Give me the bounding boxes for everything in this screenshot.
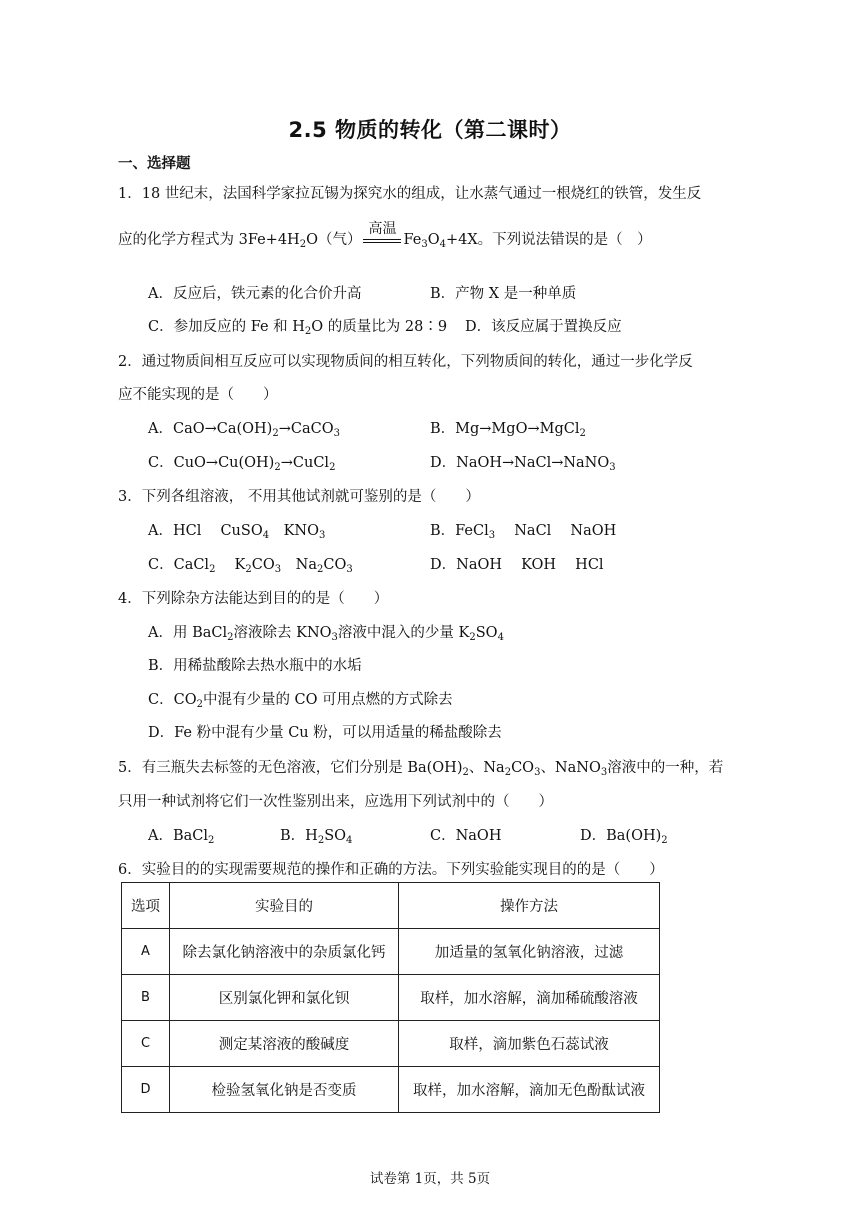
row-option: C (122, 1021, 170, 1067)
table-row (122, 1021, 660, 1067)
experiment-table (121, 882, 660, 1113)
question-2-line-2: 应不能实现的是（ ） (118, 387, 278, 403)
row-purpose: 测定某溶液的酸碱度 (170, 1021, 399, 1067)
q1-option-a: A．反应后，铁元素的化合价升高 (148, 286, 362, 302)
q2-option-b: B．Mg→MgO→MgCl$_2$ (430, 421, 586, 439)
question-5-line-1: 5．有三瓶失去标签的无色溶液，它们分别是 $Ba(OH)_2$、$Na_2CO_3$、NaNO$_3$溶液中的一种，若 (118, 760, 724, 778)
row-method: 取样，滴加紫色石蕊试液 (399, 1021, 660, 1067)
section-heading: 一、选择题 (118, 156, 191, 172)
q4-option-c: C．$CO_2$中混有少量的 CO 可用点燃的方式除去 (148, 692, 453, 710)
question-2-line-1: 2．通过物质间相互反应可以实现物质间的相互转化，下列物质间的转化，通过一步化学反 (118, 354, 693, 370)
row-purpose: 除去氯化钠溶液中的杂质氯化钙 (170, 929, 399, 975)
q4-option-a: A．用 BaCl$_2$溶液除去 $KNO_3$溶液中混入的少量 $K_2SO_4$ (148, 625, 504, 643)
header-purpose: 实验目的 (170, 883, 399, 929)
question-6-line-1: 6．实验目的的实现需要规范的操作和正确的方法。下列实验能实现目的的是（ ） (118, 862, 664, 878)
question-5-line-2: 只用一种试剂将它们一次性鉴别出来，应选用下列试剂中的（ ） (118, 794, 553, 810)
q4-option-d: D．Fe 粉中混有少量 Cu 粉，可以用适量的稀盐酸除去 (148, 725, 502, 741)
question-4-line-1: 4．下列除杂方法能达到目的的是（ ） (118, 591, 389, 607)
table-row (122, 975, 660, 1021)
row-method: 加适量的氢氧化钠溶液，过滤 (399, 929, 660, 975)
q5-option-a: A．BaCl$_2$ (148, 828, 215, 846)
row-purpose: 检验氢氧化钠是否变质 (170, 1067, 399, 1113)
header-method: 操作方法 (399, 883, 660, 929)
row-method: 取样，加水溶解，滴加稀硫酸溶液 (399, 975, 660, 1021)
q3-option-b: B．FeCl$_3$ NaCl NaOH (430, 523, 617, 541)
reaction-condition: 高温 (363, 239, 401, 249)
q5-option-b: B．$H_2SO_4$ (280, 828, 353, 846)
question-1-line-2: 应的化学方程式为 $3Fe+4H_2O$（气） 高温 $Fe_3O_4+4X$。下列说法错误的是（ ） (118, 221, 652, 250)
q2-option-c: C．$CuO\to Cu(OH)_2\to CuCl_2$ (148, 455, 336, 473)
q2-option-a: A．$CaO\to Ca(OH)_2\to CaCO_3$ (148, 421, 340, 439)
q5-option-d: D．$Ba(OH)_2$ (580, 828, 668, 846)
q3-option-d: D．NaOH KOH HCl (430, 557, 604, 573)
q3-option-a: A．HCl CuSO$_4$ $KNO_3$ (148, 523, 326, 541)
question-3-line-1: 3．下列各组溶液， 不用其他试剂就可鉴别的是（ ） (118, 489, 480, 505)
q5-option-c: C．NaOH (430, 828, 502, 844)
q1-option-d: D．该反应属于置换反应 (465, 319, 622, 335)
question-1-line-1: 1．18 世纪末，法国科学家拉瓦锡为探究水的组成，让水蒸气通过一根烧红的铁管，发生反 (118, 186, 702, 202)
page-title: 2.5 物质的转化（第二课时） (288, 118, 572, 142)
row-purpose: 区别氯化钾和氯化钡 (170, 975, 399, 1021)
q2-option-d: D．NaOH→NaCl→NaNO$_3$ (430, 455, 616, 473)
row-method: 取样，加水溶解，滴加无色酚酞试液 (399, 1067, 660, 1113)
row-option: D (122, 1067, 170, 1113)
table-row (122, 929, 660, 975)
header-option: 选项 (122, 883, 170, 929)
table-header-row (122, 883, 660, 929)
page-footer: 试卷第 1页，共 5页 (369, 1171, 491, 1187)
q4-option-b: B．用稀盐酸除去热水瓶中的水垢 (148, 658, 362, 674)
q1-option-b: B．产物 X 是一种单质 (430, 286, 577, 302)
q1-option-c: C．参加反应的 Fe 和 $H_2O$ 的质量比为 28∶9 (148, 319, 448, 337)
q3-option-c: C．CaCl$_2$ $K_2CO_3$ $Na_2CO_3$ (148, 557, 353, 575)
row-option: A (122, 929, 170, 975)
table-row (122, 1067, 660, 1113)
row-option: B (122, 975, 170, 1021)
